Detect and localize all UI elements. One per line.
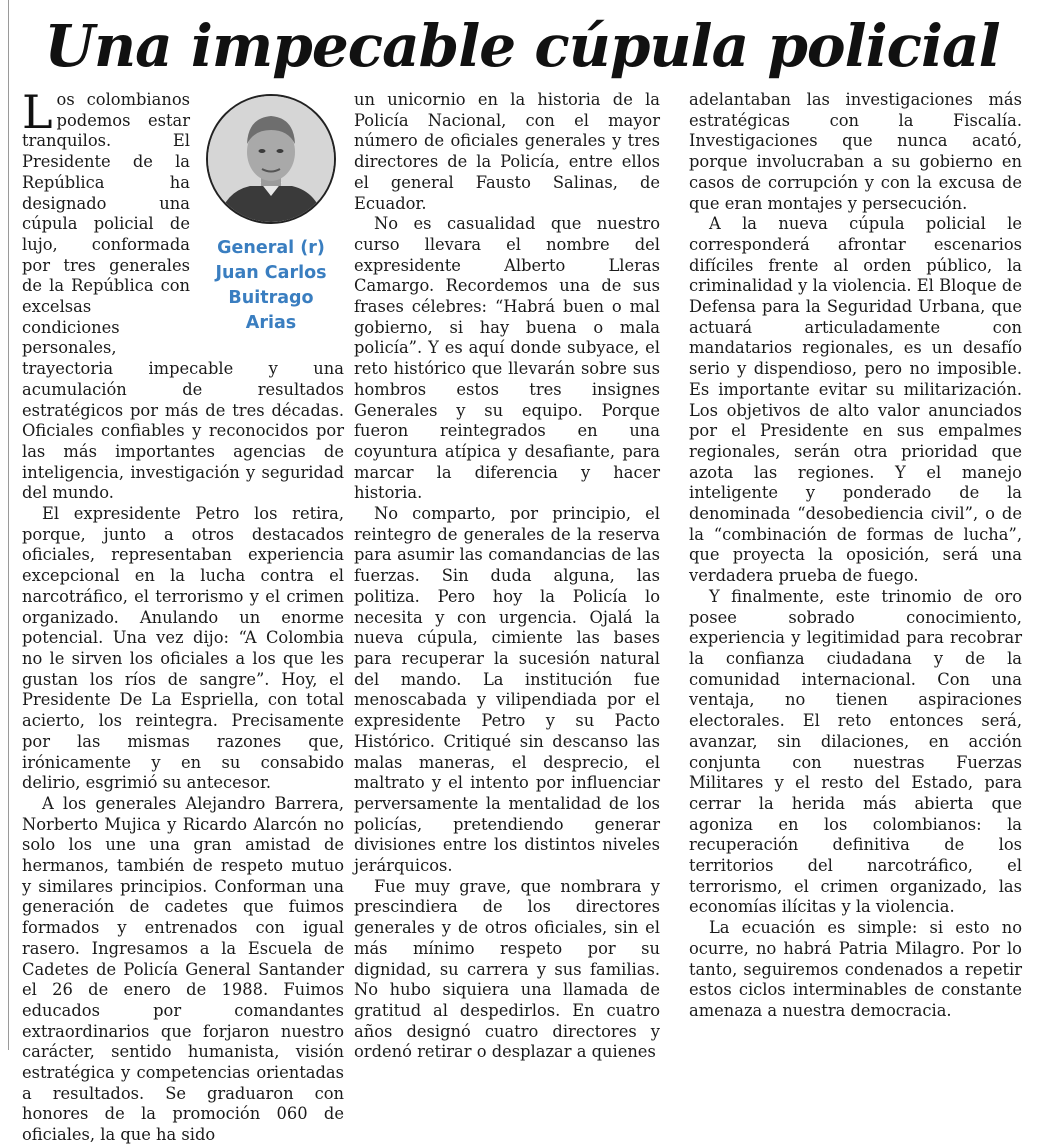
paragraph: adelantaban las investigaciones más estratégicas con la Fiscalía. Investigaciones que nunca acató, porque involucraban a su gobierno en casos de corrupción y con la excusa de que eran montajes y persecución. <box>689 90 1022 213</box>
author-box <box>198 90 344 352</box>
paragraph: No es casualidad que nuestro curso llevara el nombre del expresidente Alberto Lleras Camargo. Recordemos una de sus frases célebres: “Habrá buen o mal gobierno, si hay buena o mala policía”. Y es aquí donde subyace, el reto histórico que llevarán sobre sus hombros estos tres insignes Generales y su equipo. Porque fueron reintegrados en una coyuntura atípica y desafiante, para marcar la diferencia y hacer historia. <box>354 214 660 503</box>
paragraph: Y finalmente, este trinomio de oro posee sobrado conocimiento, experiencia y legitimidad para recobrar la confianza ciudadana y de la comunidad internacional. Con una ventaja, no tienen aspiraciones electorales. El reto entonces será, avanzar, sin dilaciones, en acción conjunta con nuestras Fuerzas Militares y el resto del Estado, para cerrar la herida más abierta que agoniza en los colombianos: la recuperación definitiva de los territorios del narcotráfico, el terrorismo, el crimen organizado, las economías ilícitas y la violencia. <box>689 586 1022 917</box>
paragraph: Fue muy grave, que nombrara y prescindiera de los directores generales y de otros oficiales, sin el más mínimo respeto por su dignidad, su carrera y sus familias. No hubo siquiera una llamada de gratitud al despedirlos. En cuatro años designó cuatro directores y ordenó retirar o desplazar a quienes <box>354 876 660 1062</box>
drop-cap: L <box>22 85 53 139</box>
paragraph: Los colombianos podemos estar tranquilos. El Presidente de la República ha designado una cúpula policial de lujo, conformada por tres generales de la República con excelsas condiciones personales, trayectoria impecable y una acumulación de resultados estratégicos por más de tres décadas. Oficiales confiables y reconocidos por las más importantes agencias de inteligencia, investigación y seguridad del mundo. <box>22 85 344 503</box>
left-column-rule <box>8 0 9 1050</box>
author-name-line: Juan Carlos <box>215 263 327 283</box>
article-column-3 <box>689 90 1022 1022</box>
author-name <box>198 236 344 336</box>
paragraph: La ecuación es simple: si esto no ocurre, no habrá Patria Milagro. Por lo tanto, seguiremos condenados a repetir estos ciclos interminables de constante amenaza a nuestra democracia. <box>689 918 1022 1020</box>
author-portrait-icon <box>206 94 336 224</box>
paragraph: un unicornio en la historia de la Policía Nacional, con el mayor número de oficiales generales y tres directores de la Policía, entre ellos el general Fausto Salinas, de Ecuador. <box>354 90 660 213</box>
headline: Una impecable cúpula policial <box>44 12 1000 80</box>
article-column-1 <box>22 85 344 1146</box>
paragraph: A la nueva cúpula policial le corresponderá afrontar escenarios difíciles frente al orden público, la criminalidad y la violencia. El Bloque de Defensa para la Seguridad Urbana, que actuará articuladamente con mandatarios regionales, es un desafío serio y dispendioso, pero no imposible. Es importante evitar su militarización. Los objetivos de alto valor anunciados por el Presidente en sus empalmes regionales, serán otra prioridad que azota las regiones. Y el manejo inteligente y ponderado de la denominada “desobediencia civil”, o de la “combinación de formas de lucha”, que proyecta la oposición, será una verdadera prueba de fuego. <box>689 214 1022 586</box>
author-surname-line: Buitrago <box>228 288 314 308</box>
paragraph: A los generales Alejandro Barrera, Norberto Mujica y Ricardo Alarcón no solo los une una gran amistad de hermanos, también de respeto mutuo y similares principios. Conforman una generación de cadetes que fuimos formados y entrenados con igual rasero. Ingresamos a la Escuela de Cadetes de Policía General Santander el 26 de enero de 1988. Fuimos educados por comandantes extraordinarios que forjaron nuestro carácter, sentido humanista, visión estratégica y competencias orientadas a resultados. Se graduaron con honores de la promoción 060 de oficiales, la que ha sido <box>22 793 344 1145</box>
article-column-2 <box>354 90 660 1063</box>
author-surname-line: Arias <box>245 313 297 333</box>
paragraph: No comparto, por principio, el reintegro de generales de la reserva para asumir las comandancias de las fuerzas. Sin duda alguna, las politiza. Pero hoy la Policía lo necesita y con urgencia. Ojalá la nueva cúpula, cimiente las bases para recuperar la sucesión natural del mando. La institución fue menoscabada y vilipendiada por el expresidente Petro y su Pacto Histórico. Critiqué sin descanso las malas maneras, el desprecio, el maltrato y el intento por influenciar perversamente la mentalidad de los policías, pretendiendo generar divisiones entre los distintos niveles jerárquicos. <box>354 504 660 876</box>
author-rank: General (r) <box>217 238 325 258</box>
paragraph: El expresidente Petro los retira, porque, junto a otros destacados oficiales, representaban experiencia excepcional en la lucha contra el narcotráfico, el terrorismo y el crimen organizado. Anulando un enorme potencial. Una vez dijo: “A Colombia no le sirven los oficiales a los que les gustan los ríos de sangre”. Hoy, el Presidente De La Espriella, con total acierto, los reintegra. Precisamente por las mismas razones que, irónicamente y en su consabido delirio, esgrimió su antecesor. <box>22 504 344 793</box>
